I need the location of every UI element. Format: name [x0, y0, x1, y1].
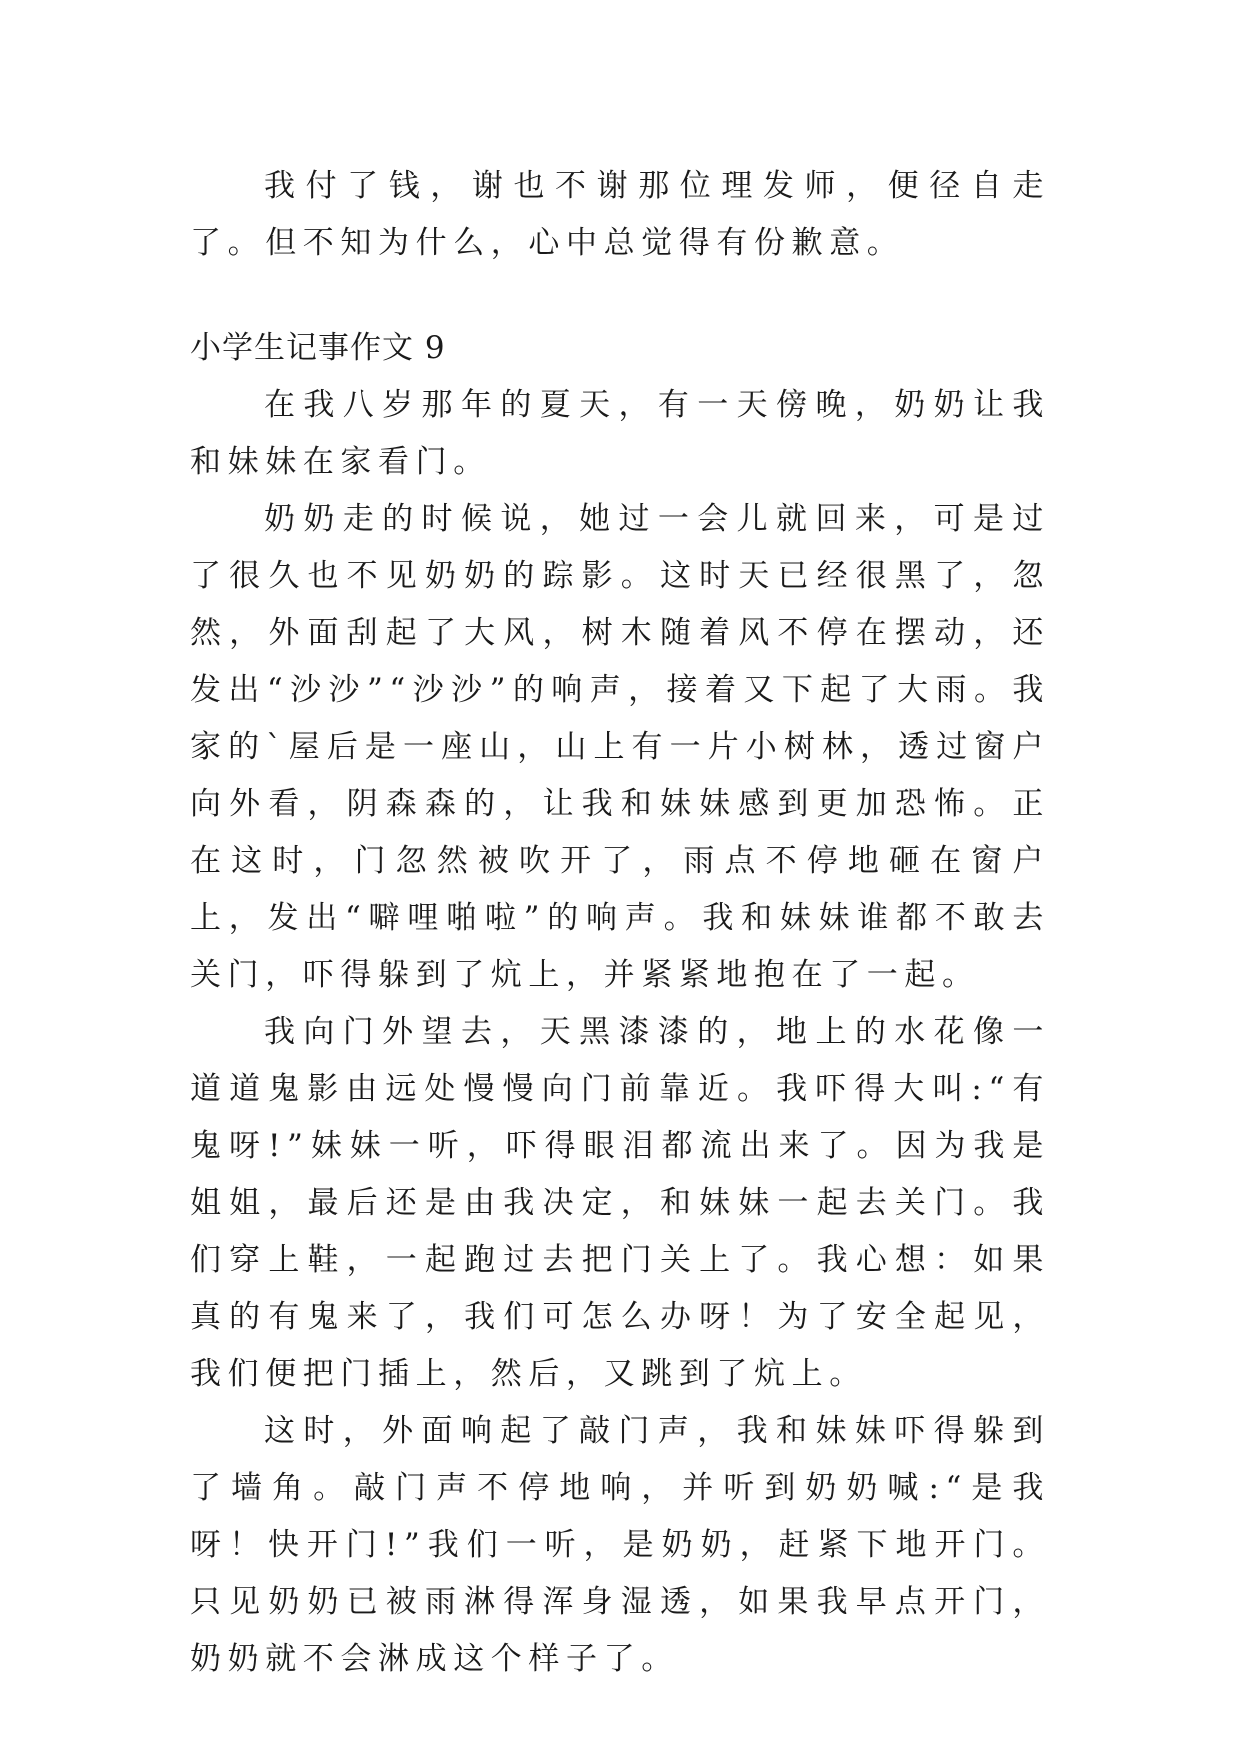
- section-title: 小学生记事作文 9: [190, 330, 446, 366]
- story-paragraph-1: 在我八岁那年的夏天，有一天傍晚，奶奶让我和妹妹在家看门。: [190, 387, 1050, 480]
- section-gap: [190, 272, 1050, 320]
- story-paragraph-2: 奶奶走的时候说，她过一会儿就回来，可是过了很久也不见奶奶的踪影。这时天已经很黑了，忽然，外面刮起了大风，树木随着风不停在摆动，还发出“沙沙”“沙沙”的响声，接着又下起了大雨。我家的`屋后是一座山，山上有一片小树林，透过窗户向外看，阴森森的，让我和妹妹感到更加恐怖。正在这时，门忽然被吹开了，雨点不停地砸在窗户上，发出“噼哩啪啦”的响声。我和妹妹谁都不敢去关门，吓得躲到了炕上，并紧紧地抱在了一起。: [190, 501, 1050, 993]
- intro-paragraph: 我付了钱，谢也不谢那位理发师，便径自走了。但不知为什么，心中总觉得有份歉意。: [190, 168, 1050, 261]
- story-paragraph-3: 我向门外望去，天黑漆漆的，地上的水花像一道道鬼影由远处慢慢向门前靠近。我吓得大叫:“有鬼呀!”妹妹一听，吓得眼泪都流出来了。因为我是姐姐，最后还是由我决定，和妹妹一起去关门。我们穿上鞋，一起跑过去把门关上了。我心想：如果真的有鬼来了，我们可怎么办呀！为了安全起见，我们便把门插上，然后，又跳到了炕上。: [190, 1014, 1050, 1392]
- document-body: [190, 158, 1050, 1688]
- story-paragraph-4: 这时，外面响起了敲门声，我和妹妹吓得躲到了墙角。敲门声不停地响，并听到奶奶喊:“是我呀！快开门!”我们一听，是奶奶，赶紧下地开门。只见奶奶已被雨淋得浑身湿透，如果我早点开门，奶奶就不会淋成这个样子了。: [190, 1413, 1050, 1677]
